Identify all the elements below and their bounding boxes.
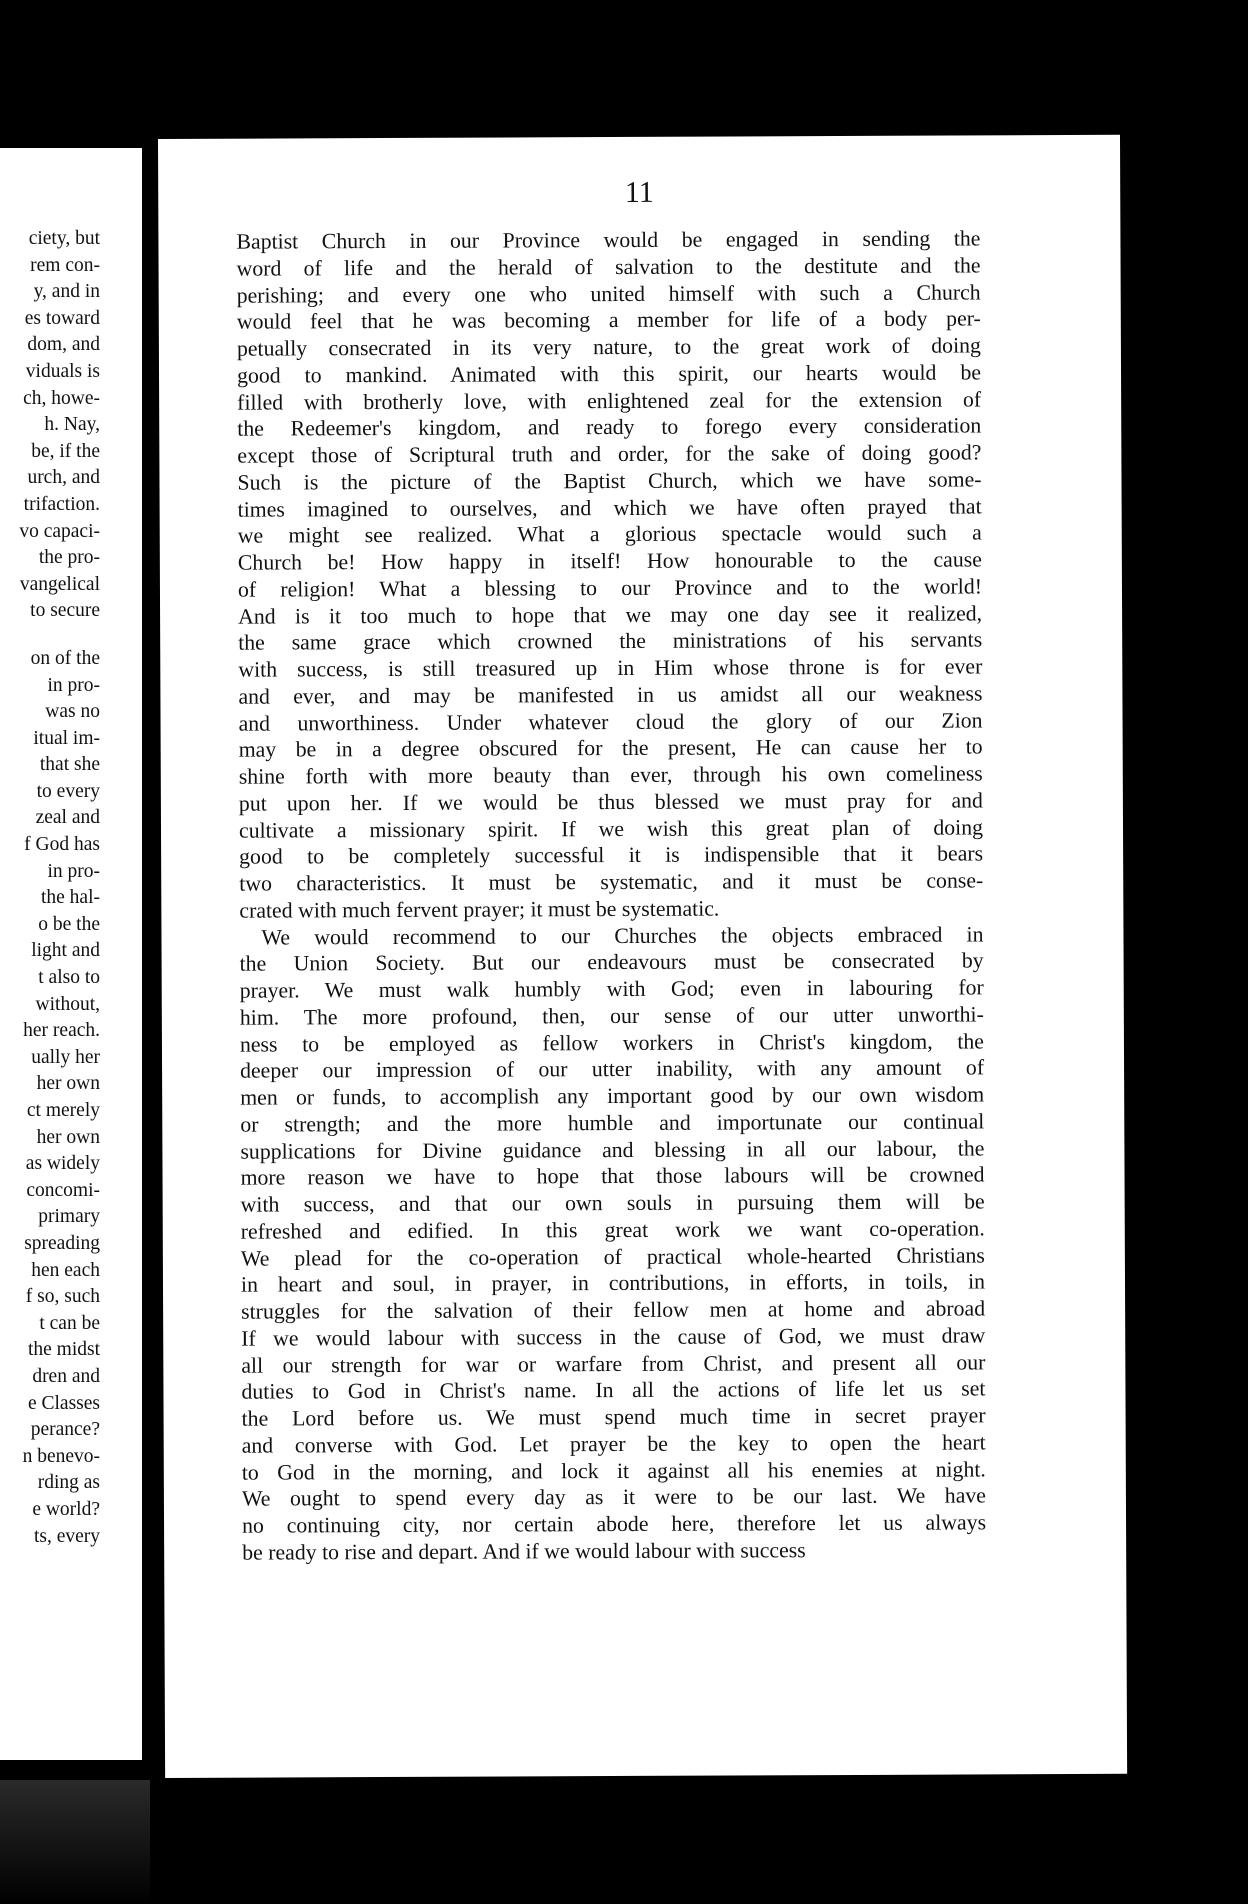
text-line: struggles for the salvation of their fellow men at home and abroad	[241, 1296, 986, 1324]
text-line: duties to God in Christ's name. In all the actions of life let us set	[241, 1376, 986, 1404]
text-line: ually her	[31, 1046, 100, 1068]
text-line: prayer. We must walk humbly with God; even in labouring for	[239, 975, 984, 1003]
text-line: Church be! How happy in itself! How honourable to the cause	[237, 547, 982, 575]
text-line: ts, every	[33, 1525, 100, 1547]
text-line: rding as	[37, 1472, 100, 1494]
text-line: her own	[36, 1073, 100, 1095]
text-line: the midst	[27, 1339, 100, 1361]
text-line: ct merely	[26, 1100, 100, 1121]
text-line: we might see realized. What a glorious spectacle would such a	[237, 520, 982, 548]
text-line: crated with much fervent prayer; it must be systematic.	[239, 896, 720, 923]
text-line: the same grace which crowned the ministrations of his servants	[238, 627, 983, 655]
text-line: light and	[31, 940, 100, 962]
text-line: more reason we have to hope that those labours will be crowned	[240, 1162, 985, 1190]
text-line: may be in a degree obscured for the present, He can cause her to	[238, 734, 983, 762]
text-line: f God has	[24, 834, 100, 856]
text-line: would feel that he was becoming a member for life of a body per-	[236, 306, 981, 334]
text-line: primary	[38, 1206, 100, 1228]
text-line: e world?	[32, 1498, 100, 1520]
text-line: with success, is still treasured up in Him whose throne is for ever	[238, 654, 983, 682]
text-line: as widely	[25, 1153, 100, 1175]
text-line: except those of Scriptural truth and order, for the sake of doing good?	[237, 440, 982, 468]
text-line: and ever, and may be manifested in us amidst all our weakness	[238, 681, 983, 709]
text-line: men or funds, to accomplish any important good by our own wisdom	[240, 1082, 985, 1110]
text-line: two characteristics. It must be systematic, and it must be conse-	[239, 868, 984, 896]
text-line: t also to	[38, 967, 100, 989]
text-line: was no	[45, 701, 100, 723]
text-line: to every	[36, 780, 100, 802]
text-line: ciety, but	[28, 228, 100, 249]
previous-page-fragment	[0, 148, 142, 1760]
text-line: be ready to rise and depart. And if we would labour with success	[242, 1537, 806, 1565]
text-line: refreshed and edified. In this great work we want co-operation.	[240, 1216, 985, 1244]
text-line: perishing; and every one who united himself with such a Church	[236, 279, 981, 308]
text-line: dom, and	[27, 334, 100, 356]
text-line: h. Nay,	[44, 414, 100, 436]
text-line: es toward	[24, 307, 100, 329]
text-line: o be the	[38, 913, 100, 935]
text-line: all our strength for war or warfare from Christ, and present all our	[241, 1349, 986, 1378]
text-line: filled with brotherly love, with enlightened zeal for the extension of	[237, 386, 982, 415]
text-line: zeal and	[35, 807, 100, 829]
text-line: to secure	[30, 600, 100, 622]
text-line: concomi-	[26, 1179, 100, 1201]
text-line: urch, and	[27, 467, 100, 489]
text-line: Baptist Church in our Province would be engaged in sending the	[236, 226, 981, 254]
text-line: shine forth with more beauty than ever, through his own comeliness	[238, 761, 983, 789]
text-line: We plead for the co-operation of practical whole-hearted Christians	[240, 1242, 985, 1271]
text-line: rem con-	[30, 254, 100, 276]
text-line: y, and in	[33, 281, 100, 303]
text-line: him. The more profound, then, our sense of our utter unworthi-	[239, 1002, 984, 1030]
text-line: the Lord before us. We must spend much time in secret prayer	[241, 1403, 986, 1431]
text-line: be, if the	[31, 440, 100, 462]
text-line: We would recommend to our Churches the objects embraced in	[261, 921, 984, 950]
text-line: her reach.	[23, 1020, 100, 1042]
text-line: spreading	[24, 1232, 100, 1254]
text-line: good to be completely successful it is indispensible that it bears	[239, 841, 984, 869]
text-line: If we would labour with success in the cause of God, we must draw	[241, 1323, 986, 1351]
text-line: on of the	[30, 647, 100, 669]
text-line: trifaction.	[23, 493, 100, 515]
page-body-text	[236, 225, 986, 1566]
text-line: f so, such	[25, 1286, 100, 1308]
text-line: in heart and soul, in prayer, in contributions, in efforts, in toils, in	[240, 1269, 986, 1297]
text-line: the Redeemer's kingdom, and ready to forego every consideration	[237, 413, 982, 441]
text-line: petually consecrated in its very nature, to the great work of doing	[236, 333, 981, 361]
text-line: ch, howe-	[23, 387, 100, 409]
text-line: And is it too much to hope that we may one day see it realized,	[238, 600, 983, 629]
text-line: dren and	[32, 1365, 100, 1387]
text-line: the hal-	[40, 887, 100, 909]
text-line: cultivate a missionary spirit. If we wish this great plan of doing	[238, 814, 984, 843]
text-line: to God in the morning, and lock it against all his enemies at night.	[241, 1456, 986, 1485]
text-line: times imagined to ourselves, and which we have often prayed that	[237, 493, 982, 522]
text-line: in pro-	[47, 860, 100, 882]
text-line: e Classes	[27, 1392, 100, 1414]
text-line: vo capaci-	[19, 520, 100, 542]
text-line: deeper our impression of our utter inability, with any amount of	[240, 1055, 985, 1083]
text-line: itual im-	[33, 727, 100, 749]
page-number: 11	[624, 175, 654, 209]
text-line: her own	[36, 1126, 100, 1148]
text-line: or strength; and the more humble and importunate our continual	[240, 1109, 985, 1137]
text-line: and converse with God. Let prayer be the key to open the heart	[241, 1430, 986, 1458]
text-line: hen each	[31, 1259, 100, 1281]
text-line: n benevo-	[22, 1445, 100, 1467]
text-line: word of life and the herald of salvation to the destitute and the	[236, 253, 981, 281]
text-line: with success, and that our own souls in pursuing them will be	[240, 1189, 985, 1217]
text-line: put upon her. If we would be thus blessed we must pray for and	[238, 788, 983, 816]
text-line: perance?	[30, 1419, 100, 1441]
text-line: vangelical	[19, 573, 100, 595]
text-line: of religion! What a blessing to our Province and to the world!	[237, 574, 983, 602]
text-line: in pro-	[47, 674, 100, 696]
text-line: viduals is	[25, 360, 100, 382]
text-line: and unworthiness. Under whatever cloud the glory of our Zion	[238, 707, 983, 736]
text-line: without,	[35, 993, 100, 1015]
text-line: no continuing city, nor certain abode here, therefore let us always	[241, 1510, 987, 1538]
text-line: that she	[39, 754, 100, 776]
text-line: We ought to spend every day as it were to be our last. We have	[241, 1483, 986, 1511]
text-line: the Union Society. But our endeavours must be consecrated by	[239, 948, 984, 976]
text-line: good to mankind. Animated with this spirit, our hearts would be	[236, 360, 982, 388]
current-page	[158, 135, 1127, 1778]
text-line: ness to be employed as fellow workers in Christ's kingdom, the	[239, 1028, 984, 1057]
text-line: supplications for Divine guidance and blessing in all our labour, the	[240, 1135, 985, 1164]
previous-page-text	[0, 226, 100, 1550]
text-line: t can be	[39, 1312, 100, 1334]
text-line	[0, 625, 100, 646]
text-line: the pro-	[38, 547, 100, 569]
page-edge-shadow	[0, 1780, 150, 1904]
text-line: Such is the picture of the Baptist Church, which we have some-	[237, 467, 982, 495]
